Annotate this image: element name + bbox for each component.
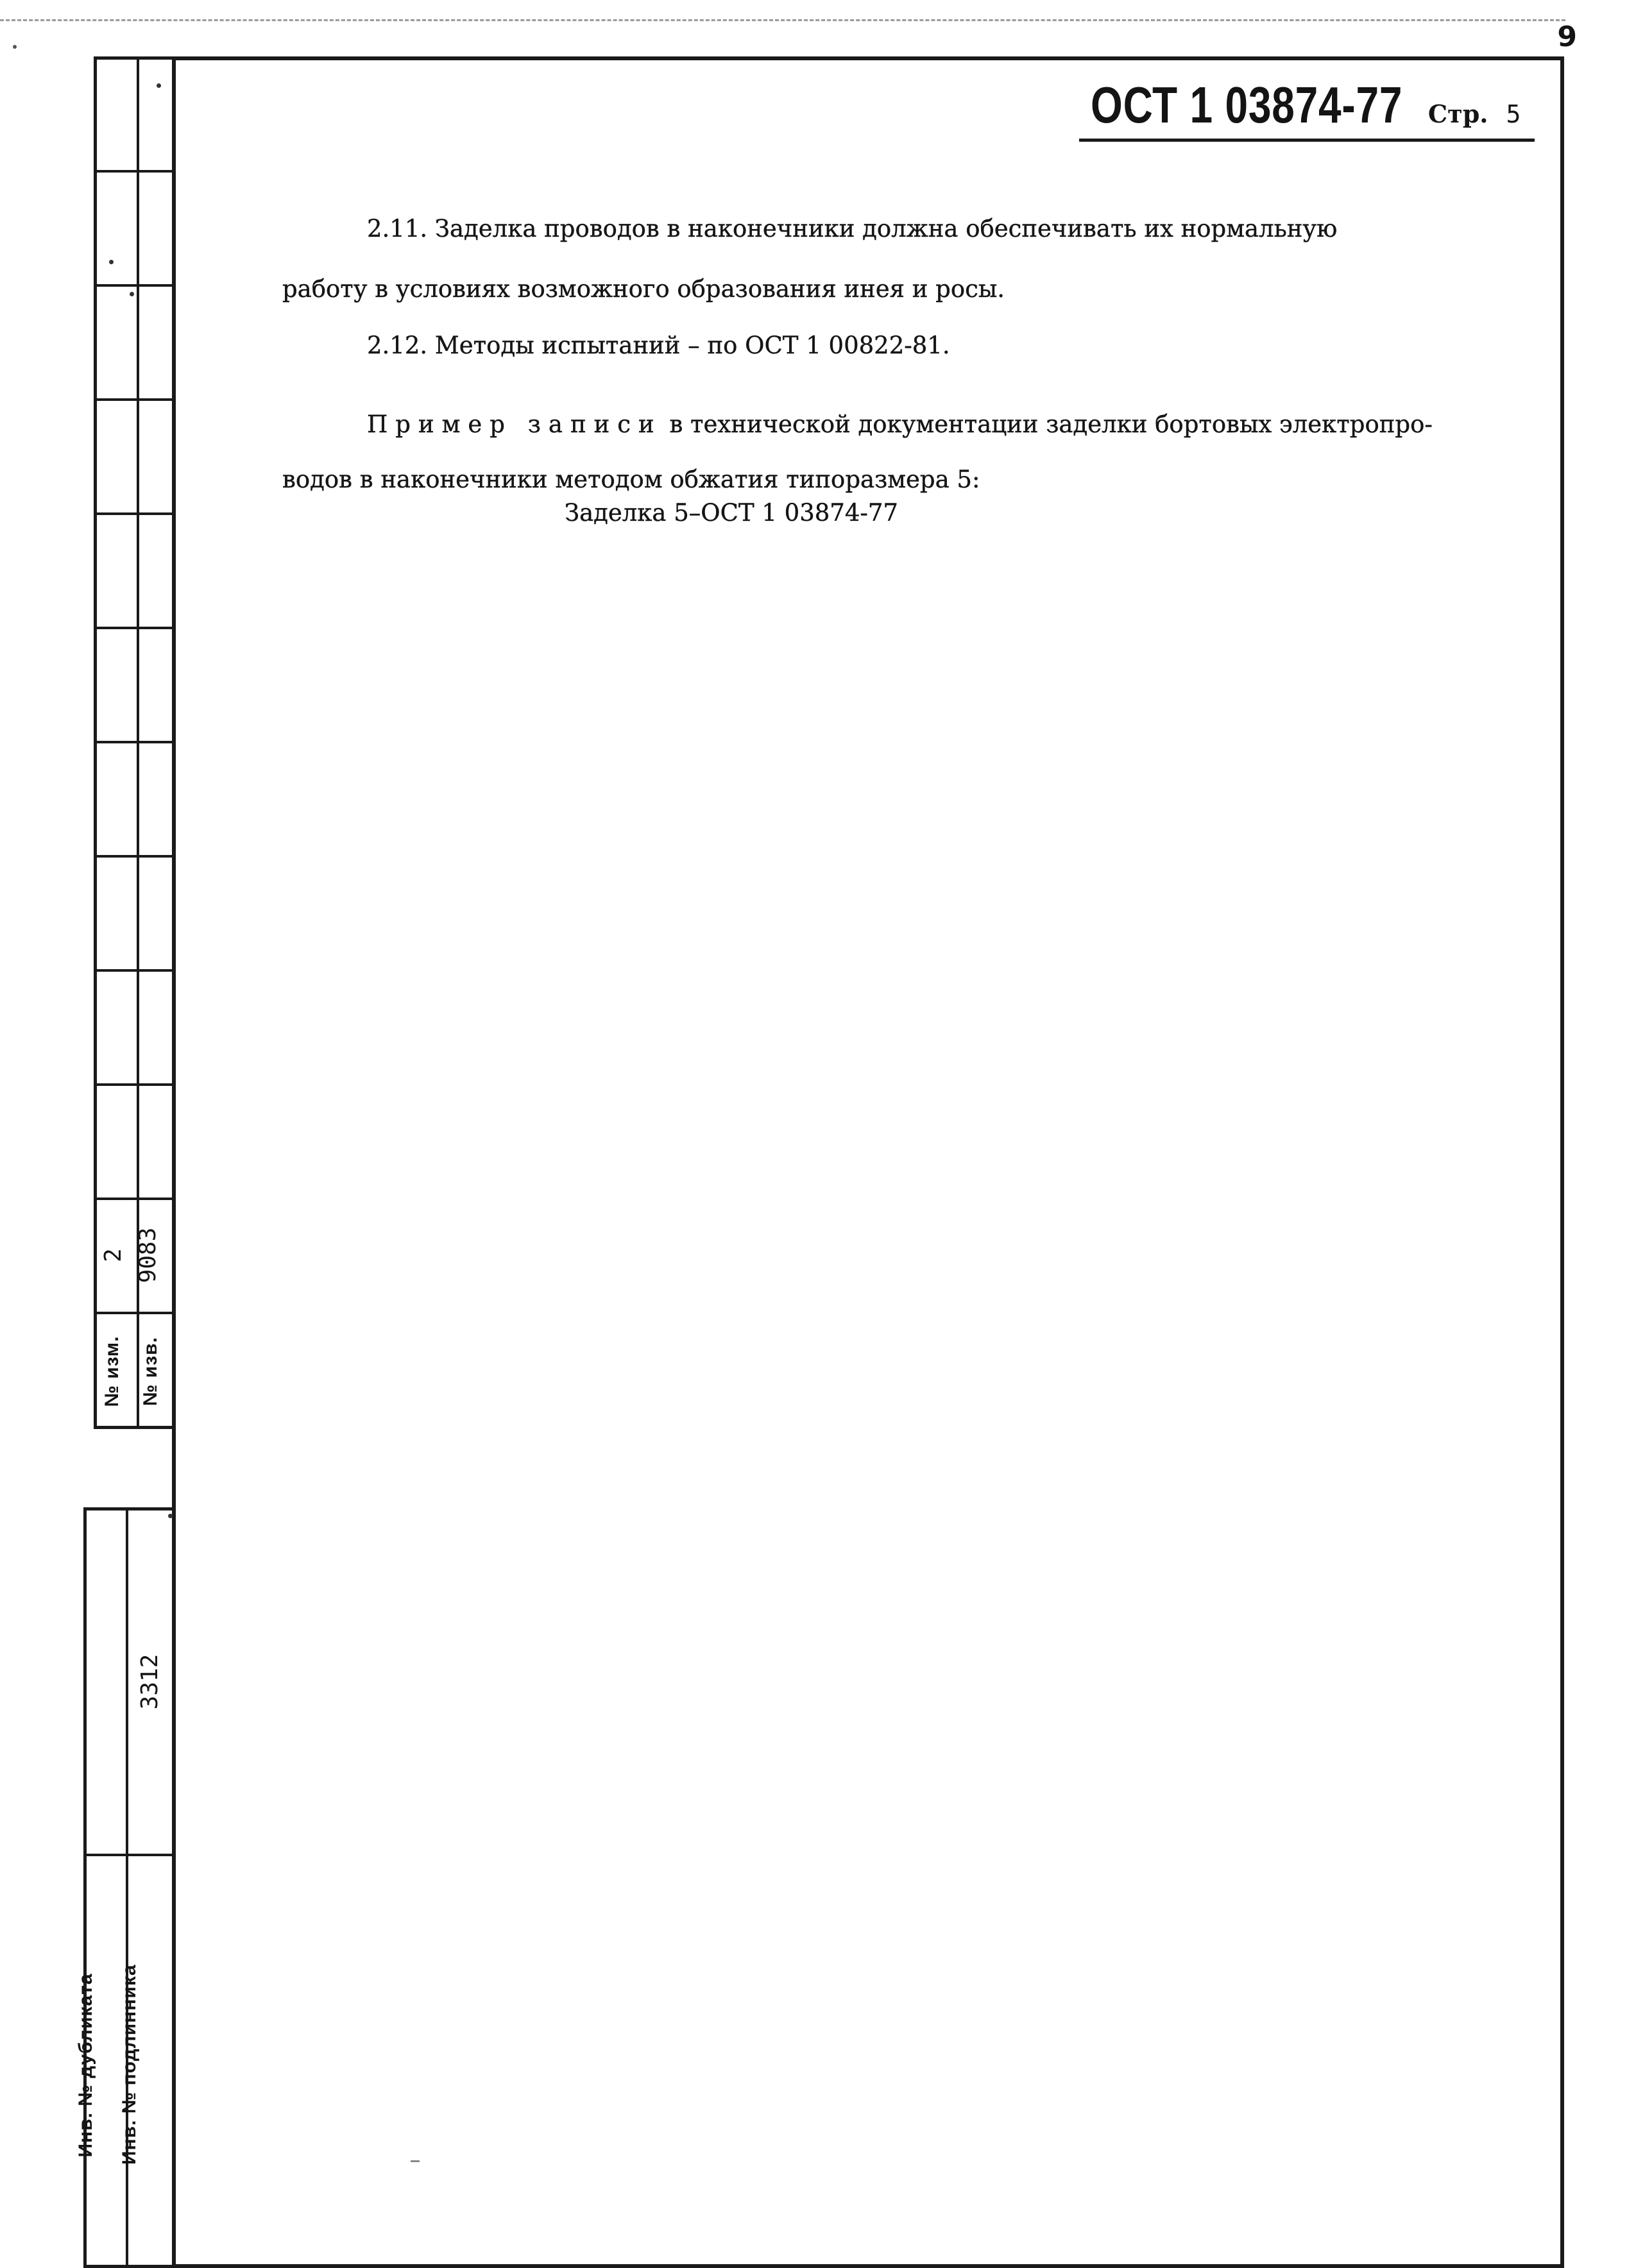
document-code: ОСТ 1 03874-77 [1091, 76, 1403, 133]
strip-row-line [94, 1197, 176, 1200]
page-label: Стр. [1427, 99, 1488, 128]
strip-row-line [94, 512, 176, 515]
notice-number-value: 9083 [135, 1227, 161, 1283]
example-designation: Заделка 5–ОСТ 1 03874-77 [565, 499, 898, 527]
strip-row-line [94, 398, 176, 401]
example-line-1-rest: в технической документации заделки бортовых электропро- [661, 410, 1433, 438]
strip-row-line [94, 627, 176, 629]
scan-top-edge [0, 19, 1565, 21]
clause-2-11-line-2: работу в условиях возможного образования инея и росы. [282, 275, 1005, 303]
scan-speck [130, 292, 134, 296]
scan-speck [13, 45, 17, 49]
notice-number-label: № изв. [140, 1337, 161, 1406]
strip-row-line [94, 1312, 176, 1314]
example-line-1 [282, 394, 1501, 455]
scan-speck [157, 83, 161, 88]
change-number-value: 2 [100, 1248, 126, 1262]
page-frame [172, 56, 1564, 2268]
scan-speck [411, 2160, 420, 2162]
strip-row-line [94, 855, 176, 858]
original-inventory-label: Инв. № подлинника [119, 1964, 140, 2165]
change-number-label: № изм. [101, 1335, 123, 1407]
scan-speck [109, 260, 114, 264]
strip-row-line [94, 1083, 176, 1086]
scan-speck [168, 1514, 173, 1518]
document-designation-header [1079, 76, 1535, 142]
strip-row-line [94, 170, 176, 173]
example-lead: Пример записи [367, 410, 662, 438]
original-inventory-value: 3312 [137, 1654, 163, 1710]
page-number: 5 [1506, 100, 1521, 128]
clause-2-11 [282, 199, 1501, 319]
clause-2-12-text: 2.12. Методы испытаний – по ОСТ 1 00822-81. [367, 332, 950, 359]
strip-row-line [94, 969, 176, 972]
clause-2-11-line-1: 2.11. Заделка проводов в наконечники должна обеспечивать их нормальную [367, 215, 1338, 242]
clause-2-12 [282, 316, 1501, 376]
inventory-strip-row-line [83, 1854, 176, 1856]
example-line-2: водов в наконечники методом обжатия типоразмера 5: [282, 466, 980, 493]
strip-row-line [94, 284, 176, 287]
strip-row-line [94, 741, 176, 743]
sheet-number: 9 [1557, 21, 1577, 53]
duplicate-inventory-label: Инв. № дубликата [75, 1973, 96, 2158]
example-paragraph [282, 394, 1501, 505]
